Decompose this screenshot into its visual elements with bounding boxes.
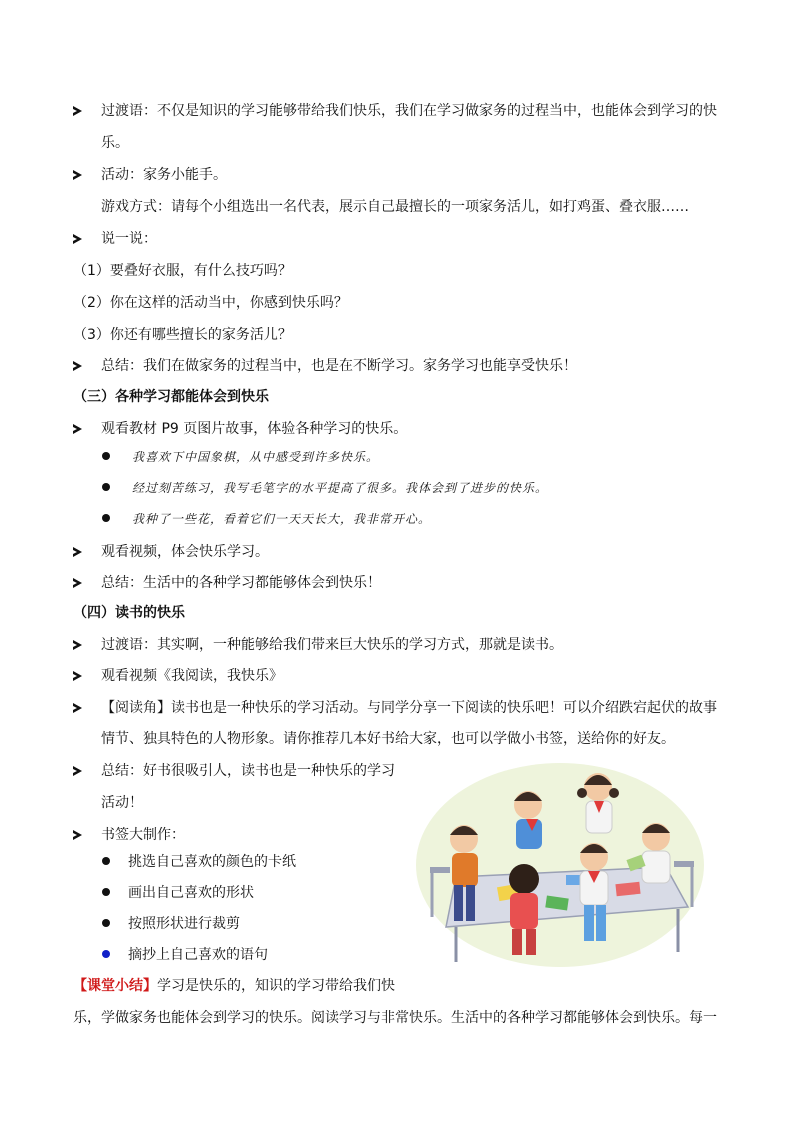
children-making-bookmarks-illustration (416, 757, 704, 967)
textbook-story-text: 观看教材 P9 页图片故事，体验各种学习的快乐。 (101, 421, 408, 437)
section-4-heading: （四）读书的快乐 (73, 605, 185, 621)
watch-video-text: 观看视频，体会快乐学习。 (101, 544, 269, 560)
story-chess: 我喜欢下中国象棋，从中感受到许多快乐。 (132, 450, 380, 464)
step-cut: 按照形状进行裁剪 (128, 916, 240, 932)
arrow-bullet-icon (73, 234, 82, 244)
arrow-bullet-icon (73, 830, 82, 840)
reading-transition: 过渡语：其实啊，一种能够给我们带来巨大快乐的学习方式，那就是读书。 (101, 637, 563, 653)
class-summary-tag: 【课堂小结】 (73, 978, 157, 994)
dot-bullet-icon (102, 919, 110, 927)
question-3: （3）你还有哪些擅长的家务活儿？ (73, 327, 292, 343)
discuss-heading: 说一说： (101, 231, 157, 247)
game-method-text: 游戏方式：请每个小组选出一名代表，展示自己最擅长的一项家务活儿，如打鸡蛋、叠衣服…… (101, 199, 689, 215)
arrow-bullet-icon (73, 361, 82, 371)
dot-bullet-icon (102, 483, 110, 491)
bookmark-heading: 书签大制作： (101, 827, 185, 843)
story-calligraphy: 经过刻苦练习，我写毛笔字的水平提高了很多。我体会到了进步的快乐。 (132, 481, 549, 495)
arrow-bullet-icon (73, 671, 82, 681)
dot-bullet-icon (102, 888, 110, 896)
arrow-bullet-icon (73, 766, 82, 776)
summary-housework: 总结：我们在做家务的过程当中，也是在不断学习。家务学习也能享受快乐！ (101, 358, 577, 374)
dot-bullet-icon (102, 514, 110, 522)
arrow-bullet-icon (73, 170, 82, 180)
dot-bullet-icon (102, 857, 110, 865)
arrow-bullet-icon (73, 703, 82, 713)
question-1: （1）要叠好衣服，有什么技巧吗？ (73, 263, 292, 279)
arrow-bullet-icon (73, 640, 82, 650)
reading-corner-cont: 情节、独具特色的人物形象。请你推荐几本好书给大家，也可以学做小书签，送给你的好友。 (101, 731, 675, 747)
arrow-bullet-icon (73, 578, 82, 588)
question-2: （2）你在这样的活动当中，你感到快乐吗？ (73, 295, 348, 311)
reading-corner: 【阅读角】读书也是一种快乐的学习活动。与同学分享一下阅读的快乐吧！可以介绍跌宕起伏的故事 (101, 700, 717, 716)
dot-bullet-icon (102, 950, 110, 958)
arrow-bullet-icon (73, 106, 82, 116)
story-flowers: 我种了一些花，看着它们一天天长大，我非常开心。 (132, 512, 432, 526)
dot-bullet-icon (102, 452, 110, 460)
summary-reading: 总结：好书很吸引人，读书也是一种快乐的学习 (101, 763, 395, 779)
step-copy-quote: 摘抄上自己喜欢的语句 (128, 947, 268, 963)
summary-learning: 总结：生活中的各种学习都能够体会到快乐！ (101, 575, 381, 591)
reading-video: 观看视频《我阅读，我快乐》 (101, 668, 283, 684)
transition-text: 过渡语：不仅是知识的学习能够带给我们快乐，我们在学习做家务的过程当中，也能体会到学习的快 (101, 103, 717, 119)
section-3-heading: （三）各种学习都能体会到快乐 (73, 389, 269, 405)
transition-text-cont: 乐。 (101, 135, 129, 151)
arrow-bullet-icon (73, 424, 82, 434)
activity-text: 活动：家务小能手。 (101, 167, 227, 183)
class-summary-text: 学习是快乐的，知识的学习带给我们快 (157, 978, 395, 994)
step-draw-shape: 画出自己喜欢的形状 (128, 885, 254, 901)
arrow-bullet-icon (73, 547, 82, 557)
class-summary (73, 976, 395, 996)
class-summary-cont: 乐，学做家务也能体会到学习的快乐。阅读学习与非常快乐。生活中的各种学习都能够体会到快乐。每一 (73, 1010, 717, 1026)
step-choose-paper: 挑选自己喜欢的颜色的卡纸 (128, 854, 296, 870)
summary-reading-cont: 活动！ (101, 795, 143, 811)
